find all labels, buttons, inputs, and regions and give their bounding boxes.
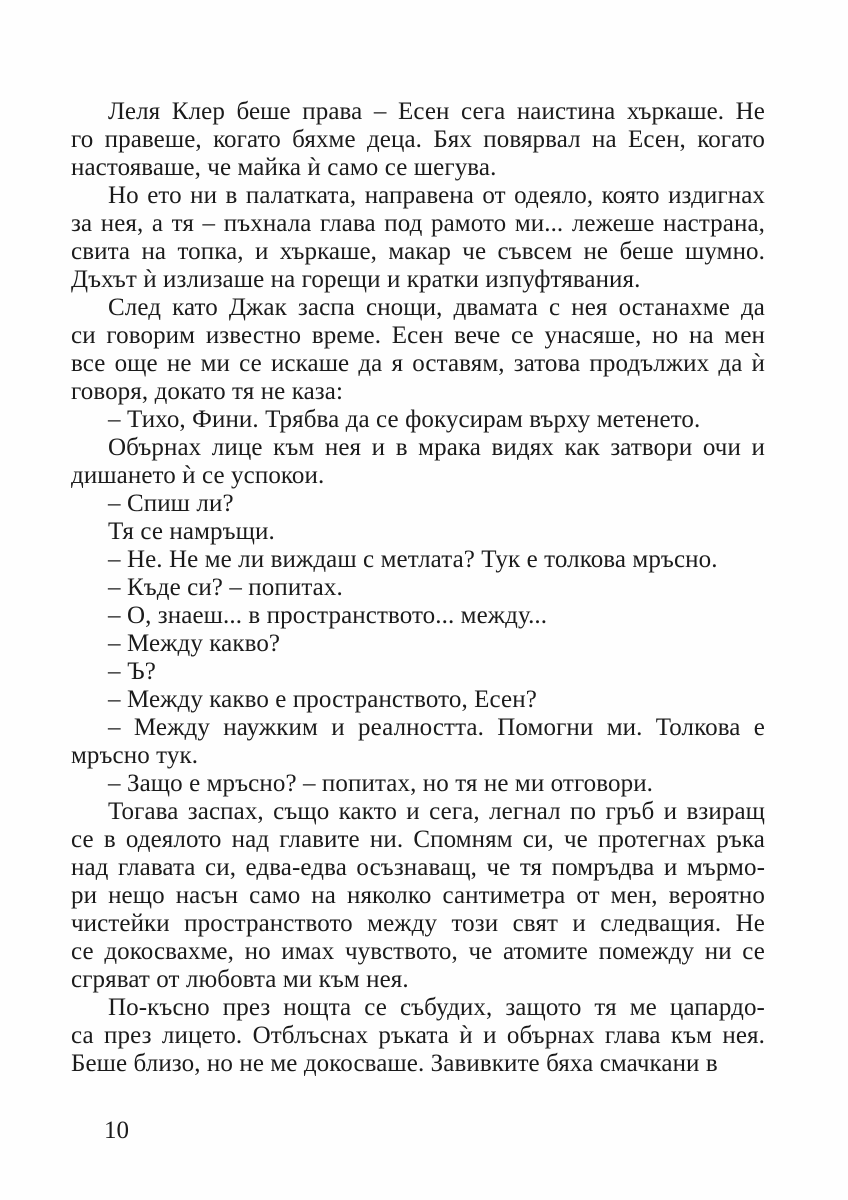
- paragraph: [71, 98, 765, 182]
- text-line: Но ето ни в палатката, направена от одеяло, която издигнах: [108, 182, 765, 209]
- text-line: чистейки пространството между този свят и следващия. Не: [71, 910, 765, 937]
- text-line: – Между какво?: [108, 630, 281, 657]
- text-line: Тогава заспах, също както и сега, легнал по гръб и взиращ: [108, 798, 765, 825]
- text-line: – О, знаеш... в пространството... между...: [108, 602, 548, 629]
- text-line: се в одеялото над главите ни. Спомням си, че протегнах ръка: [71, 826, 765, 853]
- text-line: ри нещо насън само на няколко сантиметра от мен, вероятно: [71, 882, 765, 909]
- paragraph: [71, 658, 765, 686]
- page-number: 10: [104, 1117, 129, 1144]
- text-line: си говорим известно време. Есен вече се унасяше, но на мен: [71, 322, 765, 349]
- text-line: над главата си, едва-едва осъзнаващ, че тя помръдва и мърмо-: [71, 854, 765, 881]
- text-line: мръсно тук.: [71, 742, 199, 769]
- text-line: Беше близо, но не ме докосваше. Завивките бяха смачкани в: [71, 1050, 718, 1077]
- text-line: Обърнах лице към нея и в мрака видях как затвори очи и: [108, 434, 765, 461]
- text-line: дишането ѝ се успокои.: [71, 462, 325, 489]
- paragraph: [71, 434, 765, 490]
- text-line: – Между какво е пространството, Есен?: [108, 686, 537, 713]
- paragraph: [71, 546, 765, 574]
- text-line: – Спиш ли?: [108, 490, 234, 517]
- paragraph: [71, 182, 765, 294]
- paragraph: [71, 602, 765, 630]
- text-line: са през лицето. Отблъснах ръката ѝ и обърнах глава към нея.: [71, 1022, 765, 1049]
- paragraph: [71, 518, 765, 546]
- text-line: – Ъ?: [108, 658, 156, 685]
- text-line: сгряват от любовта ми към нея.: [71, 966, 409, 993]
- text-line: Тя се намръщи.: [108, 518, 275, 545]
- text-line: все още не ми се искаше да я оставям, затова продължих да ѝ: [71, 350, 765, 377]
- paragraph: [71, 994, 765, 1078]
- paragraph: [71, 770, 765, 798]
- text-line: – Не. Не ме ли виждаш с метлата? Тук е толкова мръсно.: [108, 546, 718, 573]
- page-text: [71, 98, 765, 1078]
- text-line: – Между наужким и реалността. Помогни ми. Толкова е: [108, 714, 765, 741]
- text-line: Леля Клер беше права – Есен сега наистина хъркаше. Не: [108, 98, 765, 125]
- text-line: се докосвахме, но имах чувството, че атомите помежду ни се: [71, 938, 765, 965]
- text-line: Дъхът ѝ излизаше на горещи и кратки изпуфтявания.: [71, 266, 641, 293]
- text-line: – Защо е мръсно? – попитах, но тя не ми отговори.: [108, 770, 654, 797]
- text-line: за нея, а тя – пъхнала глава под рамото ми... лежеше настрана,: [71, 210, 765, 237]
- text-line: След като Джак заспа снощи, двамата с нея останахме да: [108, 294, 765, 321]
- paragraph: [71, 574, 765, 602]
- paragraph: [71, 490, 765, 518]
- paragraph: [71, 630, 765, 658]
- paragraph: [71, 714, 765, 770]
- text-line: говоря, докато тя не каза:: [71, 378, 343, 405]
- text-line: настояваше, че майка ѝ само се шегува.: [71, 154, 497, 181]
- text-line: го правеше, когато бяхме деца. Бях повярвал на Есен, когато: [71, 126, 765, 153]
- text-line: – Къде си? – попитах.: [108, 574, 343, 601]
- paragraph: [71, 406, 765, 434]
- paragraph: [71, 686, 765, 714]
- text-line: По-късно през нощта се събудих, защото тя ме цапардо-: [108, 994, 765, 1021]
- text-line: свита на топка, и хъркаше, макар че съвсем не беше шумно.: [71, 238, 765, 265]
- text-line: – Тихо, Фини. Трябва да се фокусирам върху метенето.: [108, 406, 701, 433]
- paragraph: [71, 294, 765, 406]
- paragraph: [71, 798, 765, 994]
